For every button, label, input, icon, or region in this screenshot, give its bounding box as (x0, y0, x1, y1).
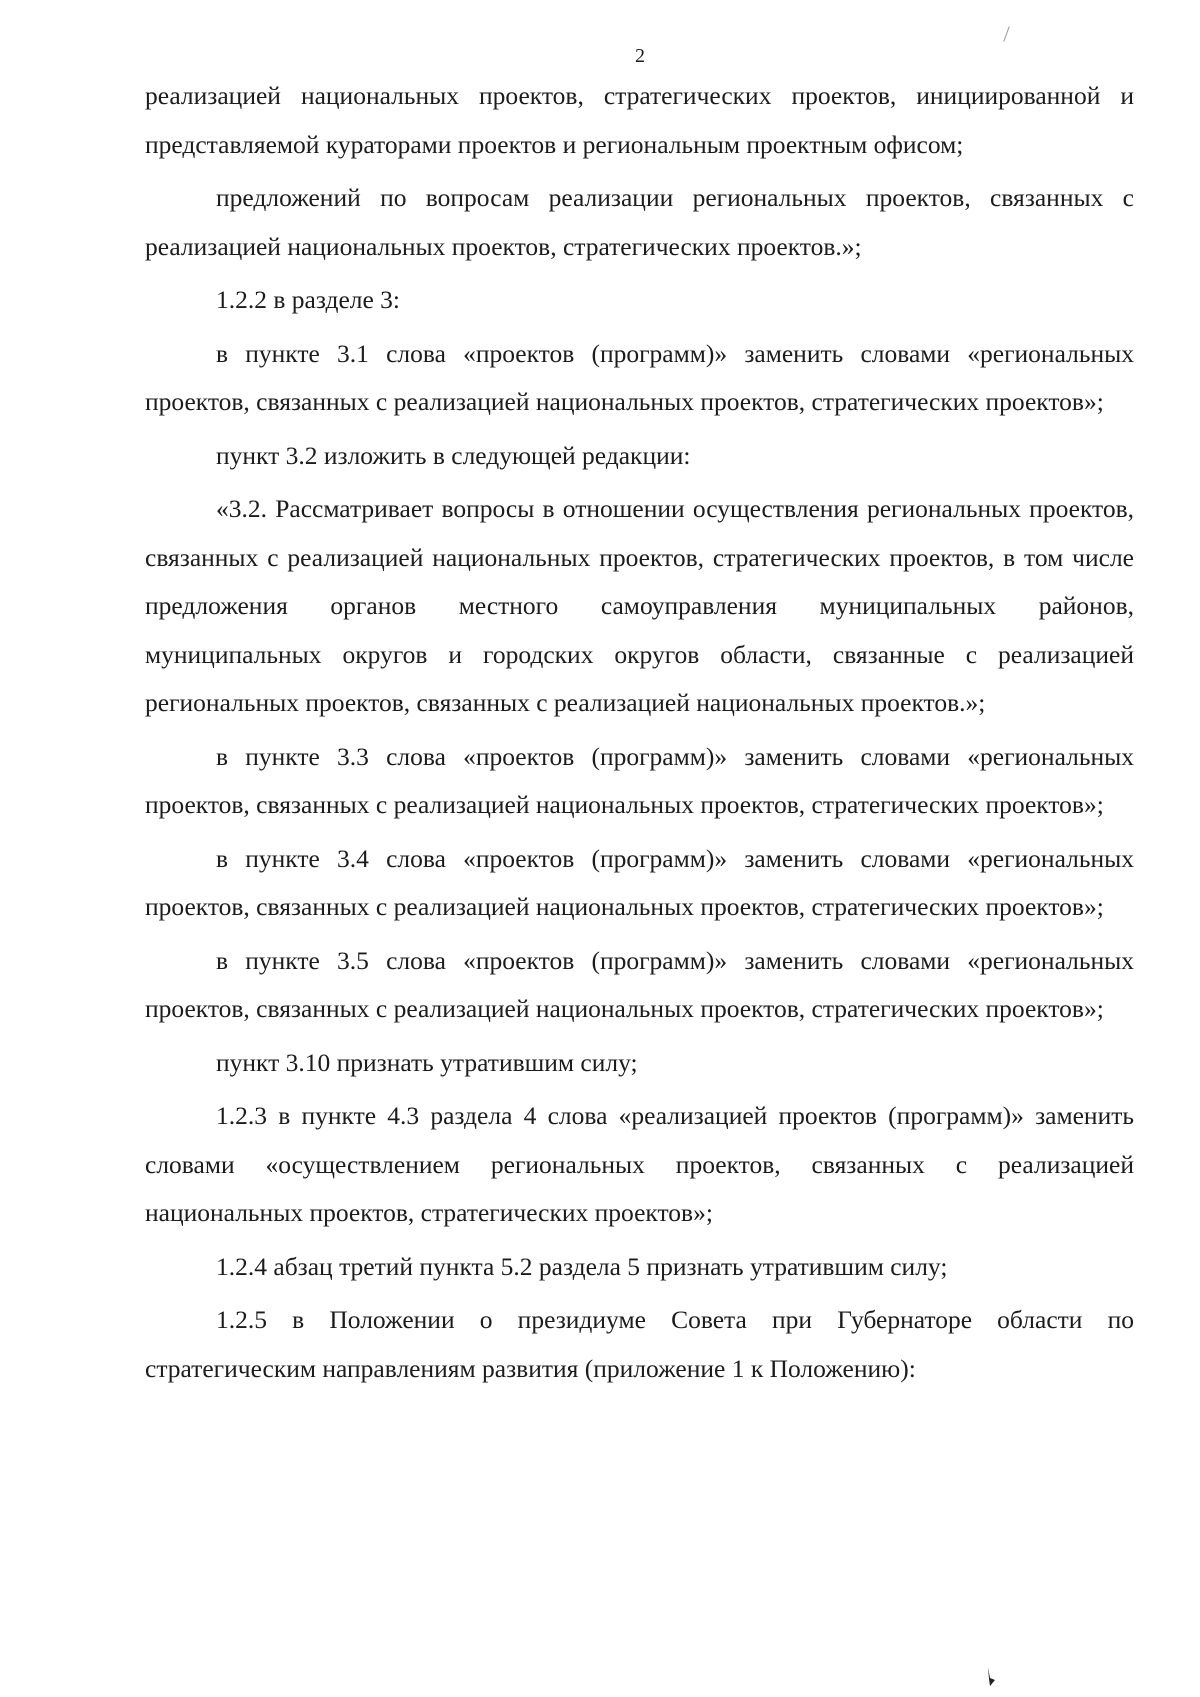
paragraph: в пункте 3.3 слова «проектов (программ)» заменить словами «региональных проектов, связанных с реализацией национальных проектов, стратегических проектов»; (145, 741, 1134, 819)
paragraph: в пункте 3.5 слова «проектов (программ)» заменить словами «региональных проектов, связанных с реализацией национальных проектов, стратегических проектов»; (145, 945, 1134, 1023)
paragraph: «3.2. Рассматривает вопросы в отношении осуществления региональных проектов, связанных с реализацией национальных проектов, стратегических проектов, в том числе предложения органов местного самоуправления муниципальных районов, муниципальных округов и городских округов области, связанные с реализацией региональных проектов, связанных с реализацией национальных проектов.»; (145, 494, 1134, 717)
paragraph: в пункте 3.1 слова «проектов (программ)» заменить словами «региональных проектов, связанных с реализацией национальных проектов, стратегических проектов»; (145, 338, 1134, 416)
paragraph: 1.2.2 в разделе 3: (216, 285, 401, 314)
pen-mark (1003, 26, 1009, 41)
paragraph: 1.2.3 в пункте 4.3 раздела 4 слова «реализацией проектов (программ)» заменить словами «осуществлением региональных проектов, связанных с реализацией национальных проектов, стратегических проектов»; (145, 1101, 1134, 1227)
ink-mark (986, 1666, 998, 1688)
paragraph: пункт 3.10 признать утратившим силу; (216, 1047, 638, 1077)
paragraph: в пункте 3.4 слова «проектов (программ)» заменить словами «региональных проектов, связанных с реализацией национальных проектов, стратегических проектов»; (145, 843, 1134, 921)
document-body (145, 72, 1134, 1398)
paragraph: предложений по вопросам реализации региональных проектов, связанных с реализацией национальных проектов, стратегических проектов.»; (145, 183, 1134, 261)
paragraph: пункт 3.2 изложить в следующей редакции: (216, 440, 691, 470)
paragraph: 1.2.5 в Положении о президиуме Совета при Губернаторе области по стратегическим направлениям развития (приложение 1 к Положению): (145, 1305, 1134, 1383)
page-number: 2 (635, 45, 645, 67)
paragraph: реализацией национальных проектов, стратегических проектов, инициированной и представляемой кураторами проектов и региональным проектным офисом; (145, 81, 1134, 159)
paragraph: 1.2.4 абзац третий пункта 5.2 раздела 5 признать утратившим силу; (216, 1251, 948, 1281)
